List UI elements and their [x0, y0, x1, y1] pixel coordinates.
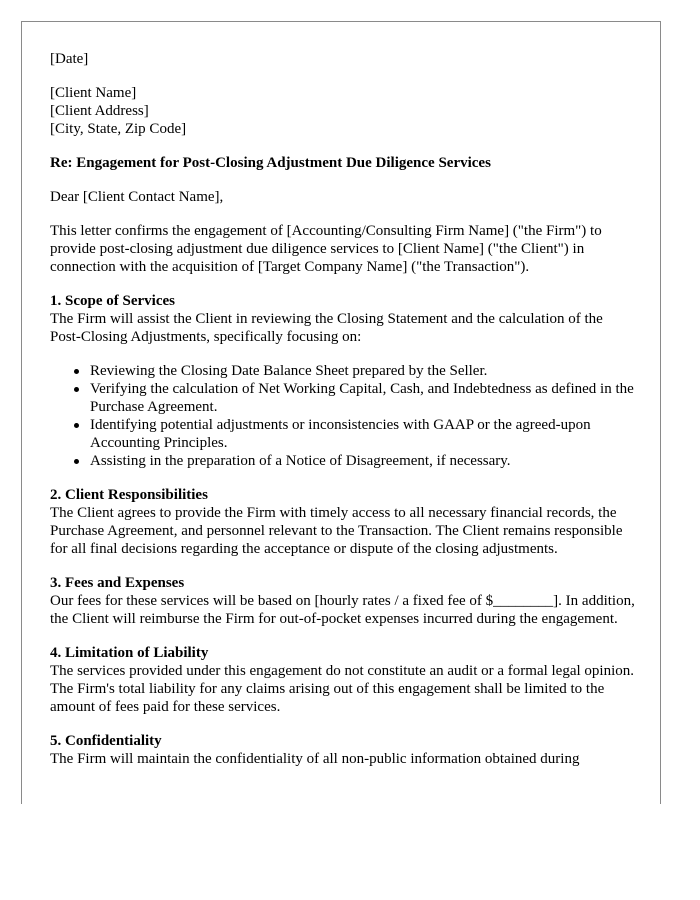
- section-heading: 3. Fees and Expenses: [50, 575, 185, 591]
- section-scope-of-services: [50, 292, 635, 470]
- bullet-icon: [74, 387, 79, 392]
- section-fees-and-expenses: [50, 574, 635, 628]
- bullet-icon: [74, 459, 79, 464]
- section-body: Our fees for these services will be based on [hourly rates / a fixed fee of $________]. In addition, the Client will reimburse the Firm for out-of-pocket expenses incurred during the engagement.: [50, 593, 635, 627]
- section-heading: 2. Client Responsibilities: [50, 487, 208, 503]
- subject-line: Re: Engagement for Post-Closing Adjustment Due Diligence Services: [50, 155, 491, 171]
- scope-bullet-list: [50, 362, 635, 470]
- recipient-name: [Client Name]: [50, 85, 137, 101]
- letter-date: [Date]: [50, 51, 89, 67]
- section-body: The Firm will maintain the confidentiality of all non-public information obtained during: [50, 751, 580, 767]
- intro-paragraph: This letter confirms the engagement of [Accounting/Consulting Firm Name] ("the Firm") to provide post-closing adjustment due diligence services to [Client Name] ("the Client") in connection with the acquisition of [Target Company Name] ("the Transaction").: [50, 223, 602, 275]
- list-item-text: Identifying potential adjustments or inconsistencies with GAAP or the agreed-upon Accounting Principles.: [90, 417, 591, 451]
- section-body: The services provided under this engagement do not constitute an audit or a formal legal opinion. The Firm's total liability for any claims arising out of this engagement shall be limited to the amount of fees paid for these services.: [50, 663, 635, 715]
- letter-page: [21, 21, 661, 804]
- section-body: The Client agrees to provide the Firm with timely access to all necessary financial records, the Purchase Agreement, and personnel relevant to the Transaction. The Client remains responsible for all final decisions regarding the acceptance or dispute of the closing adjustments.: [50, 505, 623, 557]
- list-item: [90, 380, 635, 416]
- section-limitation-of-liability: [50, 644, 635, 716]
- letter-content: [50, 50, 635, 784]
- list-item-text: Assisting in the preparation of a Notice of Disagreement, if necessary.: [90, 453, 511, 469]
- section-confidentiality: [50, 732, 635, 768]
- list-item: [90, 452, 635, 470]
- section-heading: 1. Scope of Services: [50, 293, 175, 309]
- salutation: Dear [Client Contact Name],: [50, 189, 224, 205]
- recipient-address: [Client Address]: [50, 103, 149, 119]
- bullet-icon: [74, 369, 79, 374]
- list-item: [90, 416, 635, 452]
- section-client-responsibilities: [50, 486, 635, 558]
- list-item-text: Reviewing the Closing Date Balance Sheet prepared by the Seller.: [90, 363, 488, 379]
- list-item: [90, 362, 635, 380]
- section-heading: 4. Limitation of Liability: [50, 645, 209, 661]
- bullet-icon: [74, 423, 79, 428]
- recipient-city-state-zip: [City, State, Zip Code]: [50, 121, 187, 137]
- list-item-text: Verifying the calculation of Net Working Capital, Cash, and Indebtedness as defined in the Purchase Agreement.: [90, 381, 634, 415]
- recipient-address-block: [50, 84, 635, 138]
- section-body: The Firm will assist the Client in reviewing the Closing Statement and the calculation of the Post-Closing Adjustments, specifically focusing on:: [50, 311, 603, 345]
- section-heading: 5. Confidentiality: [50, 733, 162, 749]
